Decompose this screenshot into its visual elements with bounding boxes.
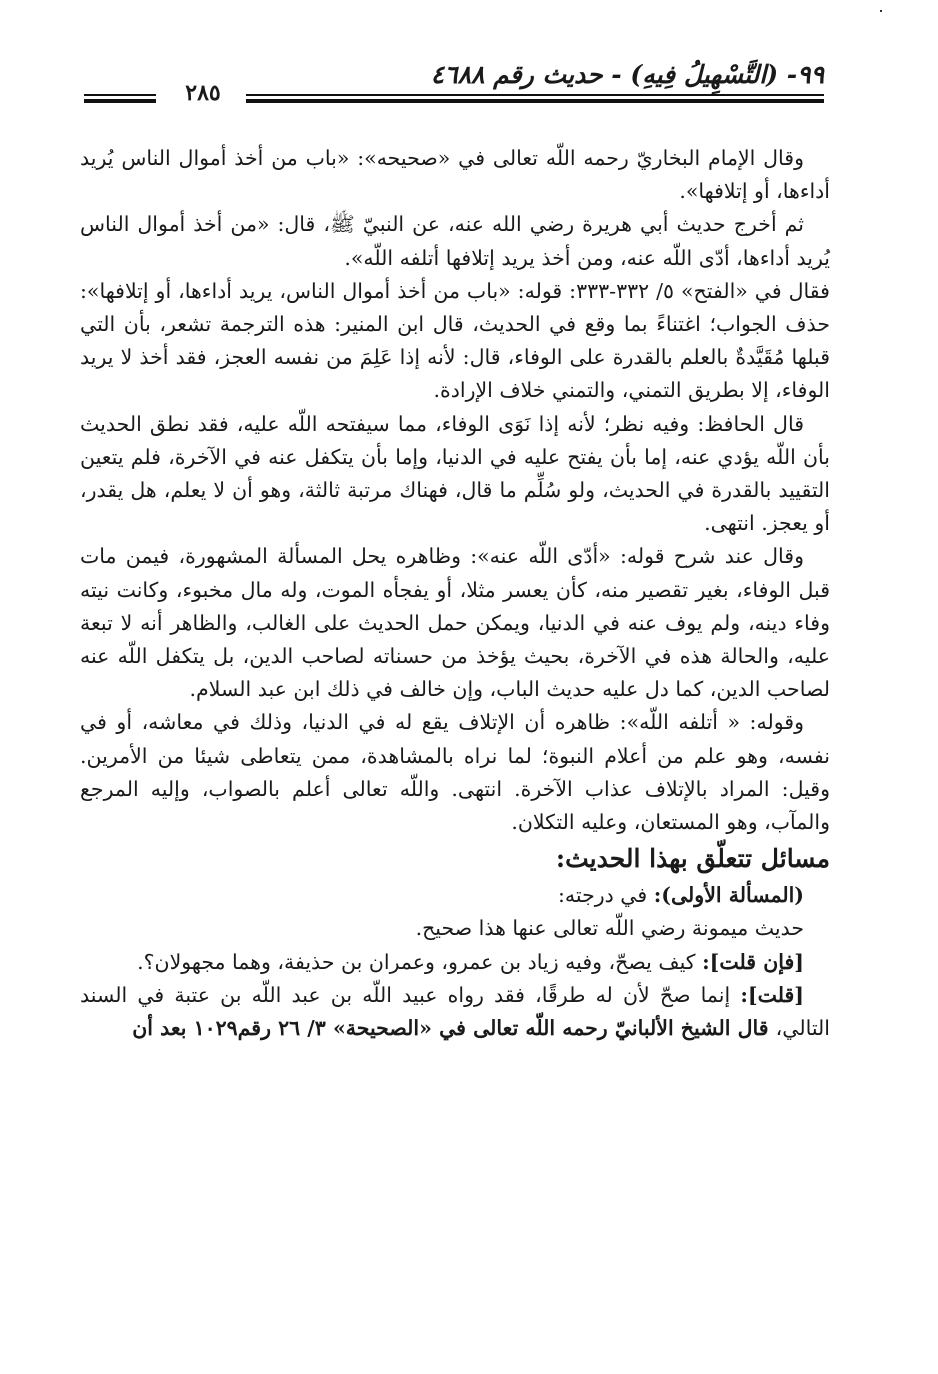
running-title: ٩٩- (التَّسْهِيلُ فِيهِ) - حديث رقم ٤٦٨٨ xyxy=(430,60,824,89)
header-rule-right xyxy=(246,94,824,103)
answer-label: [قلت]: xyxy=(740,982,804,1007)
paragraph: وقال عند شرح قوله: «أدّى اللّه عنه»: وظاهره يحل المسألة المشهورة، فيمن مات قبل الوفاء، بغير تقصير منه، كأن يعسر مثلا، أو يفجأه الموت، وله مال مخبوء، وكانت نيته وفاء دينه، ولم يوف عنه في الدنيا، ويمكن حمل الحديث على الغالب، والظاهر أنه لا تبعة عليه، والحالة هذه في الآخرة، بحيث يؤخذ من حسناته لصاحب الدين، بل يتكفل اللّه عنه لصاحب الدين، كما دل عليه حديث الباب، وإن خالف في ذلك ابن عبد السلام. xyxy=(80,544,830,702)
page-number: ٢٨٥ xyxy=(168,80,238,106)
paragraph: ثم أخرج حديث أبي هريرة رضي الله عنه، عن النبيّ ﷺ، قال: «من أخذ أموال الناس يُريد أداءها، أدّى اللّه عنه، ومن أخذ يريد إتلافها أتلفه اللّه». xyxy=(80,212,830,270)
issue-text: في درجته: xyxy=(557,883,654,908)
page-header xyxy=(84,52,824,122)
paragraph: وقوله: « أتلفه اللّه»: ظاهره أن الإتلاف يقع له في الدنيا، وذلك في معاشه، أو في نفسه، وهو علم من أعلام النبوة؛ لما نراه بالمشاهدة، ممن يتعاطى شيئا من الأمرين. وقيل: المراد بالإتلاف عذاب الآخرة. انتهى. واللّه تعالى أعلم بالصواب، وإليه المرجع والمآب، وهو المستعان، وعليه التكلان. xyxy=(80,710,830,835)
paragraph: قال الحافظ: وفيه نظر؛ لأنه إذا نَوَى الوفاء، مما سيفتحه اللّه عليه، فقد نطق الحديث بأن اللّه يؤدي عنه، إما بأن يفتح عليه في الدنيا، وإما بأن يتكفل عنه في الآخرة، فلم يتعين التقييد بالقدرة في الحديث، ولو سُلِّم ما قال، فهناك مرتبة ثالثة، وهو أن لا يعلم، هل يقدر، أو يعجز. انتهى. xyxy=(80,411,830,536)
answer-paragraph xyxy=(80,979,830,1045)
issue-label: (المسألة الأولى): xyxy=(653,883,804,908)
answer-text-bold: قال الشيخ الألبانيّ رحمه اللّه تعالى في «الصحيحة» ٣/ ٢٦ رقم١٠٢٩ بعد أن xyxy=(132,1016,776,1041)
paragraph: فقال في «الفتح» ٥/ ٣٣٢-٣٣٣: قوله: «باب من أخذ أموال الناس، يريد أداءها، أو إتلافها»: حذف الجواب؛ اغتناءً بما وقع في الحديث، قال ابن المنير: هذه الترجمة تشعر، بأن التي قبلها مُقَيَّدةٌ بالعلم بالقدرة على الوفاء، قال: لأنه إذا عَلِمَ من نفسه العجز، فقد أخذ لا يريد الوفاء، إلا بطريق التمني، والتمني خلاف الإرادة. xyxy=(80,278,830,403)
degree-text: حديث ميمونة رضي اللّه تعالى عنها هذا صحيح. xyxy=(415,916,804,941)
paragraph: وقال الإمام البخاريّ رحمه اللّه تعالى في «صحيحه»: «باب من أخذ أموال الناس يُريد أداءها، أو إتلافها». xyxy=(80,146,830,204)
corner-mark xyxy=(880,10,882,12)
question-text: كيف يصحّ، وفيه زياد بن عمرو، وعمران بن حذيفة، وهما مجهولان؟. xyxy=(137,949,703,974)
question-paragraph xyxy=(80,946,830,979)
main-text xyxy=(80,142,830,1045)
issue-heading xyxy=(80,879,830,912)
answer-text: إنما صحّ لأن له طرقًا، فقد رواه عبيد اللّه بن عبد اللّه بن عتبة في السند التالي، xyxy=(80,982,830,1041)
section-title: مسائل تتعلّق بهذا الحديث: xyxy=(555,844,830,874)
question-label: [فإن قلت]: xyxy=(702,949,804,974)
header-rule-left xyxy=(84,94,156,103)
